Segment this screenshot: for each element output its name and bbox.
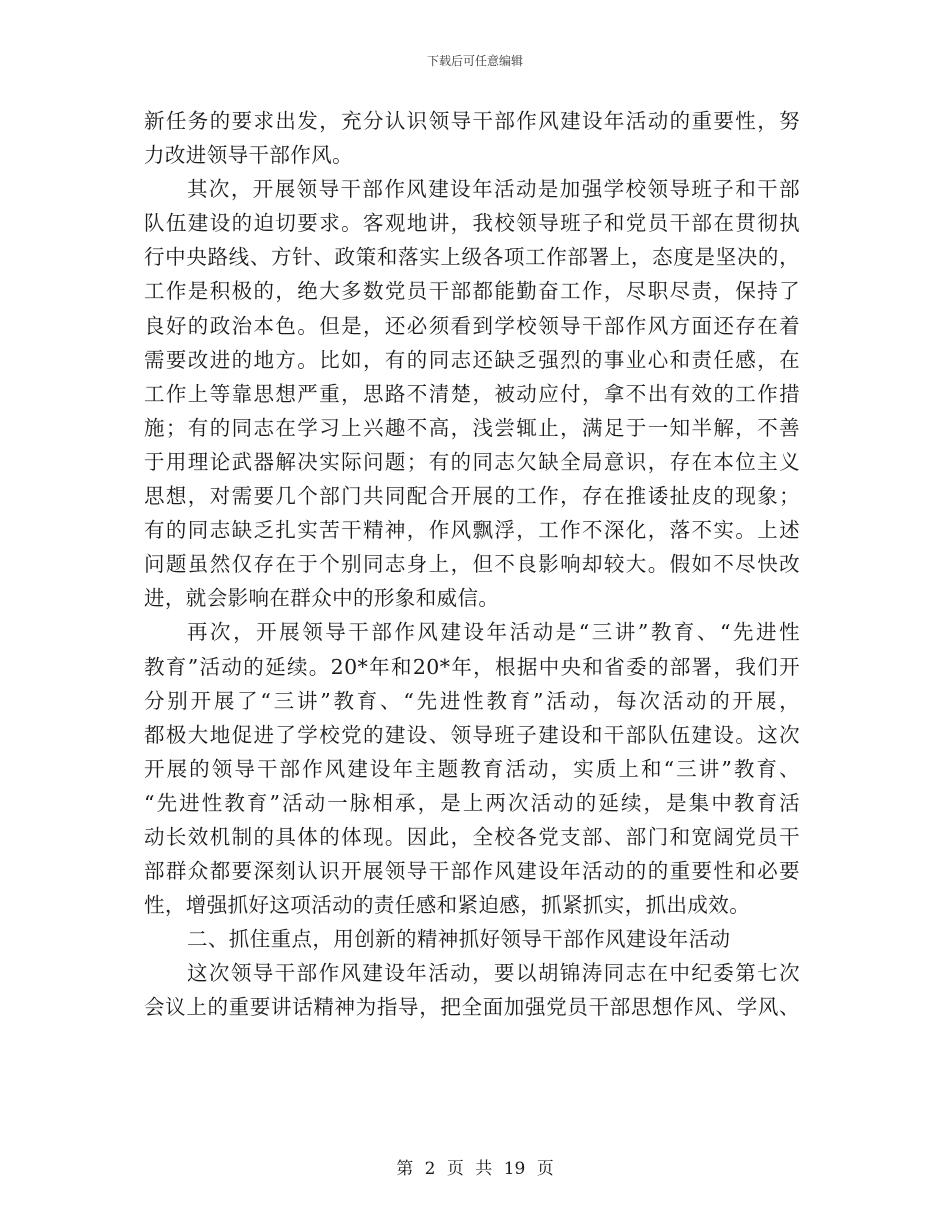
text-line: 有的同志缺乏扎实苦干精神，作风飘浮，工作不深化，落不实。上述 [144,518,800,543]
text-line: 于用理论武器解决实际问题；有的同志欠缺全局意识，存在本位主义 [144,449,800,474]
text-line: 分别开展了“三讲”教育、“先进性教育”活动，每次活动的开展， [144,688,800,713]
text-line: 再次，开展领导干部作风建设年活动是“三讲”教育、“先进性 [187,620,800,645]
section-heading: 二、抓住重点，用创新的精神抓好领导干部作风建设年活动 [187,927,731,952]
text-line: 良好的政治本色。但是，还必须看到学校领导干部作风方面还存在着 [144,313,800,338]
text-line: 进，就会影响在群众中的形象和威信。 [144,586,500,611]
text-line: 性，增强抓好这项活动的责任感和紧迫感，抓紧抓实，抓出成效。 [144,893,751,918]
text-line: 部群众都要深刻认识开展领导干部作风建设年活动的的重要性和必要 [144,859,800,884]
text-line: 问题虽然仅存在于个别同志身上，但不良影响却较大。假如不尽快改 [144,552,800,577]
page-header: 下载后可任意编辑 [426,54,523,68]
text-line: 队伍建设的迫切要求。客观地讲，我校领导班子和党员干部在贯彻执 [144,211,800,236]
text-line: 教育”活动的延续。20*年和20*年，根据中央和省委的部署，我们开 [144,654,800,679]
text-line: 行中央路线、方针、政策和落实上级各项工作部署上，态度是坚决的， [144,245,800,270]
text-line: 都极大地促进了学校党的建设、领导班子建设和干部队伍建设。这次 [144,722,800,747]
text-line: 动长效机制的具体的体现。因此，全校各党支部、部门和宽阔党员干 [144,824,800,849]
text-line: 需要改进的地方。比如，有的同志还缺乏强烈的事业心和责任感，在 [144,347,800,372]
text-line: 思想，对需要几个部门共同配合开展的工作，存在推诿扯皮的现象； [144,484,800,509]
text-line: 工作上等靠思想严重，思路不清楚，被动应付，拿不出有效的工作措 [144,381,800,406]
text-line: 其次，开展领导干部作风建设年活动是加强学校领导班子和干部 [187,177,800,202]
text-line: “先进性教育”活动一脉相承，是上两次活动的延续，是集中教育活 [144,790,800,815]
text-line: 施；有的同志在学习上兴趣不高，浅尝辄止，满足于一知半解，不善 [144,415,800,440]
document-body [144,104,800,1025]
text-line: 开展的领导干部作风建设年主题教育活动，实质上和“三讲”教育、 [144,756,800,781]
text-line: 力改进领导干部作风。 [144,143,353,168]
text-line: 工作是积极的，绝大多数党员干部都能勤奋工作，尽职尽责，保持了 [144,279,800,304]
text-line: 会议上的重要讲话精神为指导，把全面加强党员干部思想作风、学风、 [144,995,800,1020]
text-line: 新任务的要求出发，充分认识领导干部作风建设年活动的重要性，努 [144,109,800,133]
page-footer: 第 2 页 共 19 页 [396,1159,554,1179]
text-line: 这次领导干部作风建设年活动，要以胡锦涛同志在中纪委第七次 [187,961,800,986]
